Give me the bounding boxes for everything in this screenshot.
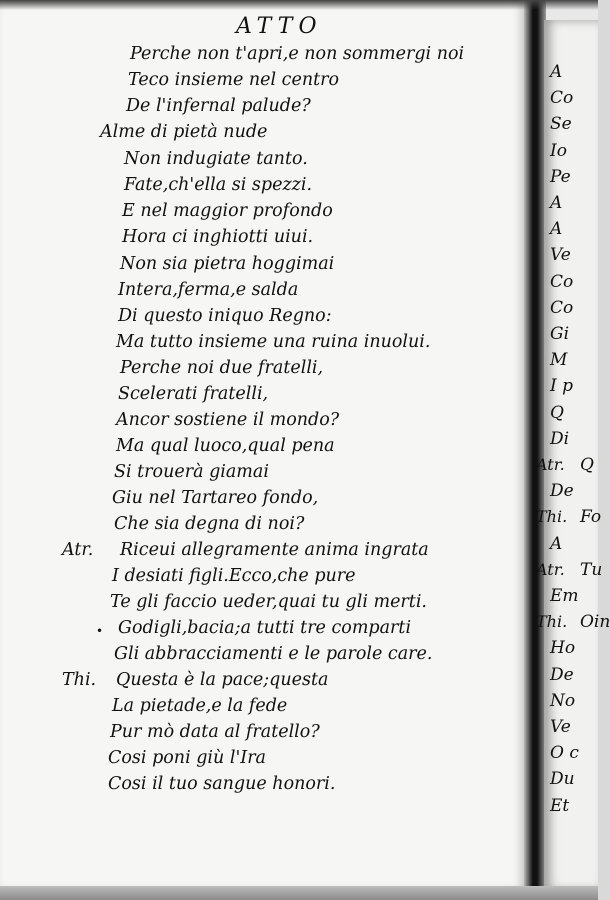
verse-line: De bbox=[550, 481, 574, 502]
verse-line: Te gli faccio ueder,quai tu gli merti. bbox=[110, 592, 427, 612]
verse-line: A bbox=[550, 533, 563, 554]
top-shadow bbox=[0, 0, 598, 10]
verse-line: Ma qual luoco,qual pena bbox=[116, 436, 335, 456]
verse-line: Et bbox=[550, 795, 570, 816]
verse-line: De l'infernal palude? bbox=[126, 96, 311, 116]
right-page bbox=[536, 20, 610, 890]
verse-line: No bbox=[550, 690, 576, 711]
speaker-label: Thi. bbox=[62, 670, 97, 690]
verse-line: Cosi poni giù l'Ira bbox=[108, 748, 266, 768]
verse-line: Co bbox=[550, 297, 574, 318]
verse-line: Giu nel Tartareo fondo, bbox=[112, 488, 319, 508]
verse-line: Hora ci inghiotti uiui. bbox=[122, 227, 314, 247]
verse-line: Alme di pietà nude bbox=[100, 122, 268, 142]
verse-line: Tu bbox=[580, 559, 603, 580]
verse-line: Q bbox=[550, 402, 564, 423]
verse-line: Co bbox=[550, 88, 574, 109]
verse-line: Perche noi due fratelli, bbox=[120, 358, 324, 378]
verse-line: Ve bbox=[550, 245, 571, 266]
verse-line: Cosi il tuo sangue honori. bbox=[108, 774, 336, 794]
verse-line: Perche non t'apri,e non sommergi noi bbox=[130, 44, 465, 64]
verse-line: Scelerati fratelli, bbox=[118, 384, 269, 404]
printer-mark-icon: • bbox=[96, 624, 104, 638]
verse-line: A bbox=[550, 219, 563, 240]
verse-line: Fo bbox=[580, 507, 602, 528]
verse-line: E nel maggior profondo bbox=[122, 201, 333, 221]
verse-line: Pur mò data al fratello? bbox=[110, 722, 320, 742]
book-gutter bbox=[524, 0, 546, 900]
verse-line: I p bbox=[550, 376, 574, 397]
verse-line: Pe bbox=[550, 166, 571, 187]
verse-line: Em bbox=[550, 586, 579, 606]
running-head: ATTO bbox=[236, 14, 323, 39]
verse-line: Di questo iniquo Regno: bbox=[118, 306, 332, 326]
verse-line: Non sia pietra hoggimai bbox=[120, 254, 335, 274]
verse-line: Oin bbox=[580, 612, 610, 633]
verse-line: De bbox=[550, 664, 574, 685]
verse-line: Si trouerà giamai bbox=[114, 462, 269, 482]
verse-line: Gi bbox=[550, 324, 570, 344]
speaker-label: Thi. bbox=[536, 507, 568, 527]
verse-line: Intera,ferma,e salda bbox=[118, 280, 299, 300]
verse-line: Se bbox=[550, 114, 572, 135]
verse-line: A bbox=[550, 62, 563, 82]
verse-line: Ho bbox=[550, 638, 576, 659]
verse-line: Du bbox=[550, 769, 575, 790]
verse-line: Non indugiate tanto. bbox=[124, 149, 308, 169]
speaker-label: Thi. bbox=[536, 612, 568, 632]
verse-line: Gli abbracciamenti e le parole care. bbox=[114, 644, 433, 664]
speaker-label: Atr. bbox=[62, 540, 94, 560]
verse-line: Fate,ch'ella si spezzi. bbox=[124, 175, 313, 195]
verse-line: Riceui allegramente anima ingrata bbox=[120, 540, 429, 560]
verse-line: Ve bbox=[550, 717, 571, 737]
verse-line: Q bbox=[580, 455, 594, 475]
verse-line: M bbox=[550, 350, 568, 371]
verse-line: O c bbox=[550, 743, 579, 764]
verse-line: Questa è la pace;questa bbox=[116, 670, 329, 690]
page-bottom-edge bbox=[0, 886, 598, 900]
verse-line: Di bbox=[550, 428, 570, 449]
speaker-label: Atr. bbox=[536, 455, 565, 474]
verse-line: Co bbox=[550, 271, 574, 292]
verse-line: Godigli,bacia;a tutti tre comparti bbox=[118, 618, 412, 638]
speaker-label: Atr. bbox=[536, 559, 565, 579]
verse-line: I desiati figli.Ecco,che pure bbox=[112, 566, 356, 586]
verse-line: Ma tutto insieme una ruina inuolui. bbox=[116, 332, 431, 352]
verse-line: La pietade,e la fede bbox=[112, 696, 288, 716]
verse-line: A bbox=[550, 193, 563, 213]
verse-line: Ancor sostiene il mondo? bbox=[116, 410, 340, 430]
verse-line: Che sia degna di noi? bbox=[114, 514, 305, 534]
verse-line: Teco insieme nel centro bbox=[128, 70, 340, 90]
verse-line: Io bbox=[550, 140, 567, 161]
